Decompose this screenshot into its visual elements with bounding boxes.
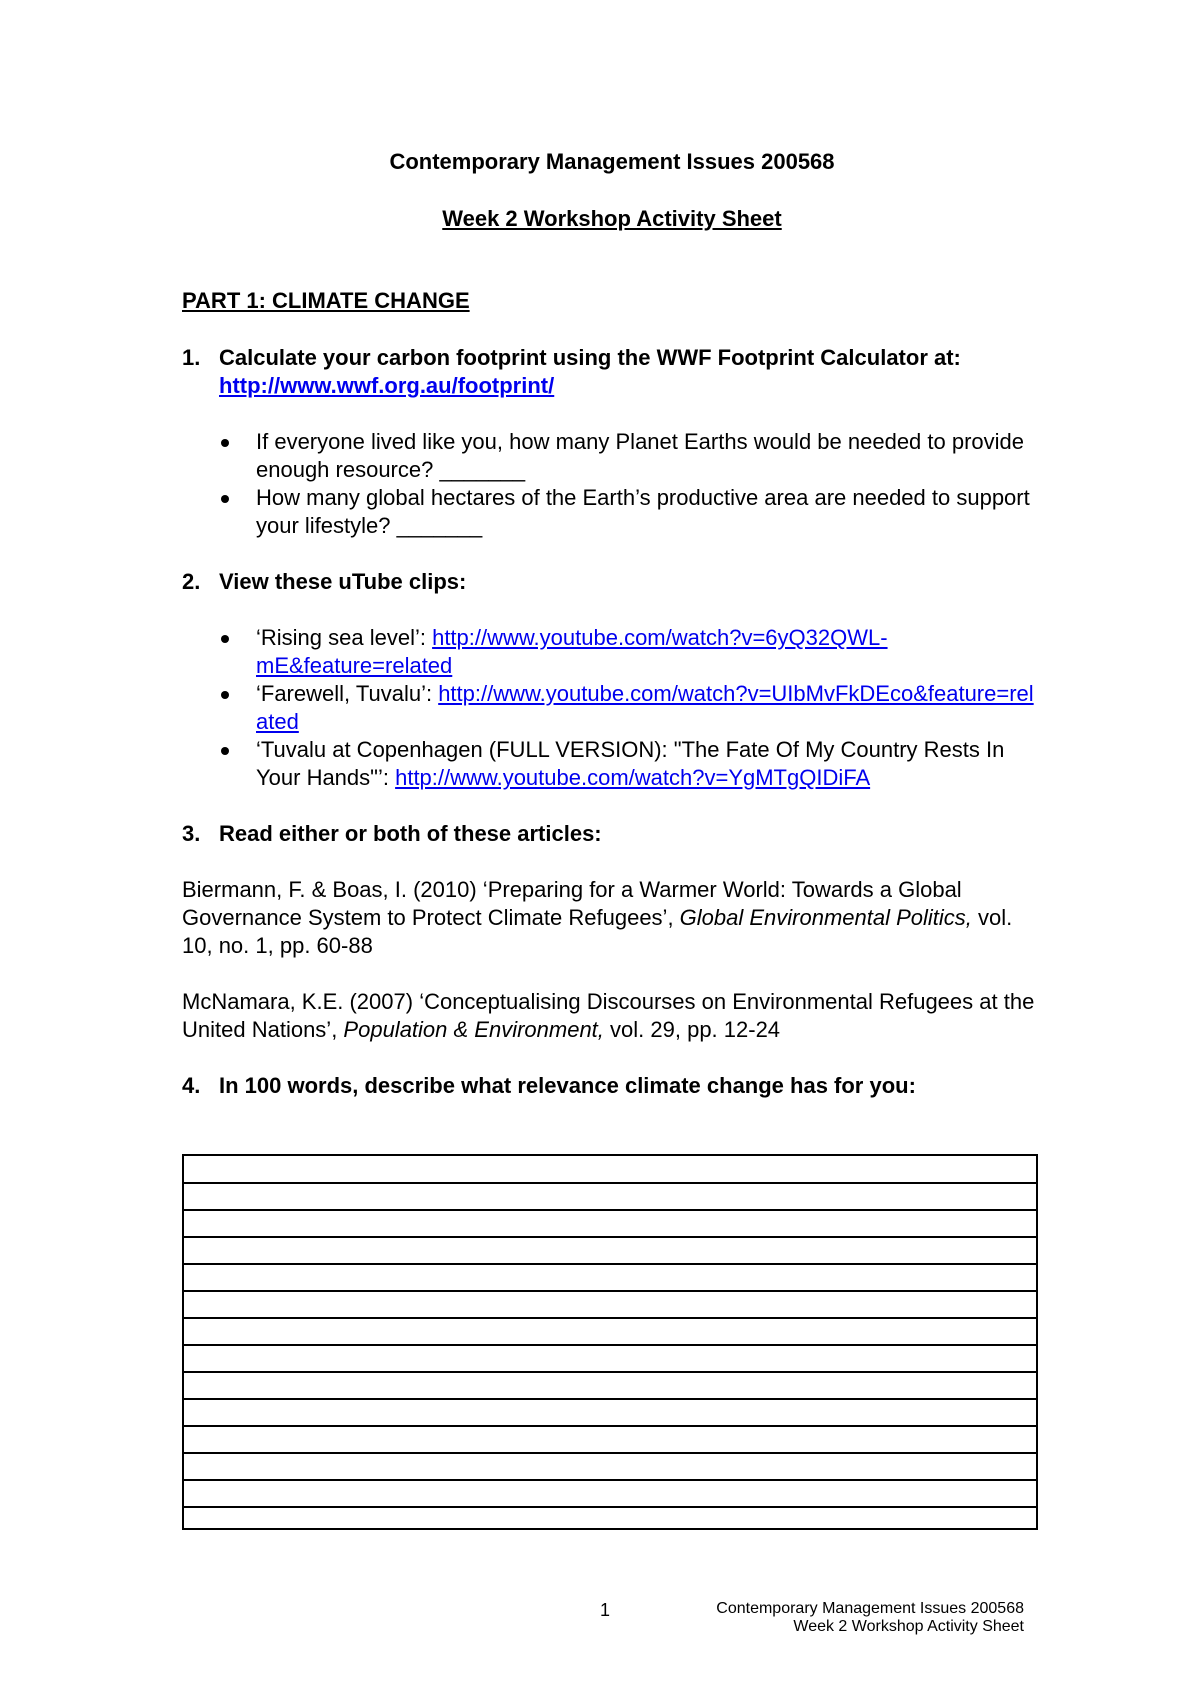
answer-line [184, 1290, 1036, 1292]
question-number: 3. [182, 821, 201, 846]
bullet-text: If everyone lived like you, how many Planet Earths would be needed to provide enough resource? _______ [256, 429, 1025, 482]
answer-line [184, 1236, 1036, 1238]
document-body [182, 148, 1042, 1100]
wwf-footprint-link[interactable]: http://www.wwf.org.au/footprint/ [219, 373, 555, 398]
question-number: 1. [182, 345, 201, 370]
bullet-icon [221, 635, 229, 643]
clip-label: ‘Rising sea level’: [256, 625, 433, 650]
answer-line [184, 1452, 1036, 1454]
answer-line [184, 1317, 1036, 1319]
question-number: 4. [182, 1073, 201, 1098]
bullet-icon [221, 439, 229, 447]
answer-line [184, 1506, 1036, 1508]
question-number: 2. [182, 569, 201, 594]
document-title: Contemporary Management Issues 200568 [389, 149, 835, 174]
footer-course-title: Contemporary Management Issues 200568 [716, 1600, 1024, 1617]
part-1-heading: PART 1: CLIMATE CHANGE [182, 288, 470, 313]
question-1 [182, 344, 1042, 400]
question-text: Read either or both of these articles: [219, 821, 602, 846]
answer-line [184, 1371, 1036, 1373]
answer-box[interactable] [182, 1154, 1038, 1530]
bullet-text: How many global hectares of the Earth’s productive area are needed to support your lifestyle? _______ [256, 485, 1030, 538]
clip-label: ‘Tuvalu at Copenhagen (FULL VERSION): "The Fate Of My Country Rests In Your Hands"’: [256, 737, 1005, 790]
question-3 [182, 820, 1042, 848]
document-subtitle: Week 2 Workshop Activity Sheet [442, 206, 782, 231]
question-text: In 100 words, describe what relevance climate change has for you: [219, 1073, 916, 1098]
youtube-link-tuvalu-copenhagen[interactable]: http://www.youtube.com/watch?v=YgMTgQIDiFA [395, 765, 871, 790]
question-2 [182, 568, 1042, 596]
question-1-text: Calculate your carbon footprint using the WWF Footprint Calculator at: [219, 345, 961, 370]
footer-sheet-title: Week 2 Workshop Activity Sheet [793, 1618, 1024, 1635]
clip-label: ‘Farewell, Tuvalu’: [256, 681, 439, 706]
bullet-icon [221, 747, 229, 755]
bullet-icon [221, 691, 229, 699]
reference-mcnamara [182, 988, 1042, 1044]
reference-text: McNamara, K.E. (2007) ‘Conceptualising Discourses on Environmental Refugees at the United Nations’, [182, 989, 1035, 1042]
reference-biermann [182, 876, 1042, 960]
answer-line [184, 1263, 1036, 1265]
answer-line [184, 1425, 1036, 1427]
question-4 [182, 1072, 1042, 1100]
question-1-bullets [182, 428, 1042, 540]
reference-details: vol. 10, no. 1, pp. 60-88 [182, 905, 1013, 958]
answer-line [184, 1182, 1036, 1184]
reference-text: Biermann, F. & Boas, I. (2010) ‘Preparing for a Warmer World: Towards a Global Governance System to Protect Climate Refugees’, [182, 877, 962, 930]
answer-line [184, 1398, 1036, 1400]
youtube-link-rising-sea-level[interactable]: http://www.youtube.com/watch?v=6yQ32QWL-mE&feature=related [256, 625, 888, 678]
answer-line [184, 1344, 1036, 1346]
list-item [219, 428, 1042, 484]
list-item [219, 680, 1042, 736]
reference-details: vol. 29, pp. 12-24 [603, 1017, 781, 1042]
answer-line [184, 1479, 1036, 1481]
page-number: 1 [600, 1600, 611, 1620]
journal-title: Population & Environment, [343, 1017, 604, 1042]
youtube-link-farewell-tuvalu[interactable]: http://www.youtube.com/watch?v=UIbMvFkDEco&feature=related [256, 681, 1034, 734]
question-text [219, 344, 1042, 400]
journal-title: Global Environmental Politics, [679, 905, 972, 930]
bullet-icon [221, 495, 229, 503]
page-footer [716, 1600, 1024, 1636]
list-item [219, 736, 1042, 792]
list-item [219, 484, 1042, 540]
question-text: View these uTube clips: [219, 569, 467, 594]
list-item [219, 624, 1042, 680]
answer-line [184, 1209, 1036, 1211]
question-2-bullets [182, 624, 1042, 792]
